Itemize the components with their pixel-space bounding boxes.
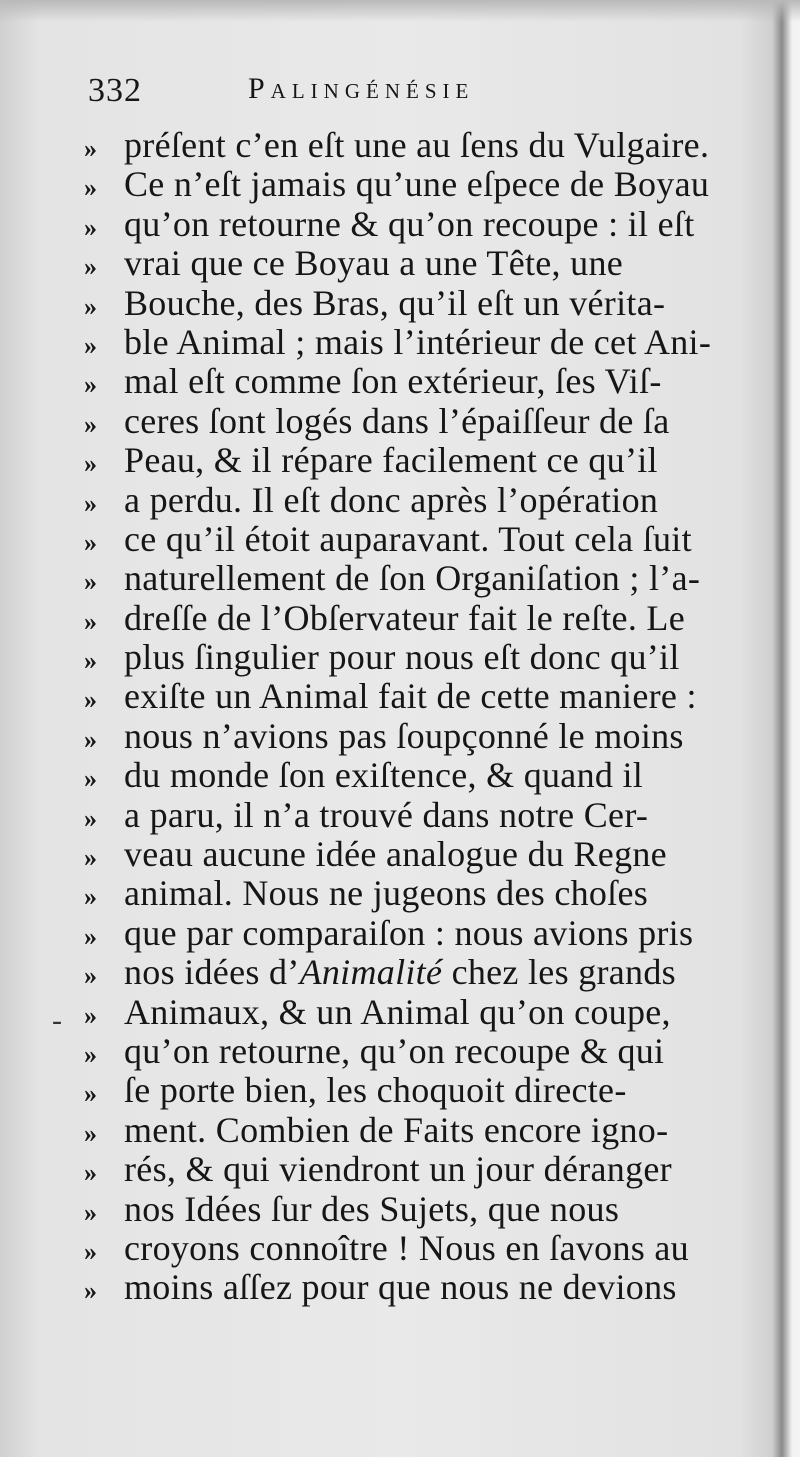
line-text: vrai que ce Boyau a une Tête, une bbox=[124, 243, 624, 284]
line-text: moins aſſez pour que nous ne devions bbox=[124, 1267, 677, 1308]
quotation-guillemet: » bbox=[84, 488, 97, 518]
text-line bbox=[84, 833, 744, 875]
quotation-guillemet: » bbox=[84, 1039, 97, 1069]
quotation-guillemet: » bbox=[84, 212, 97, 242]
running-head bbox=[88, 72, 728, 120]
quotation-guillemet: » bbox=[84, 921, 97, 951]
quotation-guillemet: » bbox=[84, 685, 97, 715]
quotation-guillemet: » bbox=[84, 882, 97, 912]
quotation-guillemet: » bbox=[84, 1000, 97, 1030]
quotation-guillemet: » bbox=[84, 330, 97, 360]
line-text: a perdu. Il eſt donc après l’opération bbox=[124, 479, 659, 520]
text-line bbox=[84, 636, 744, 678]
quotation-guillemet: » bbox=[84, 370, 97, 400]
italic-word: Animalité bbox=[299, 952, 443, 993]
quotation-guillemet: » bbox=[84, 1197, 97, 1227]
line-text: ceres ſont logés dans l’épaiſſeur de ſa bbox=[124, 400, 670, 441]
quotation-guillemet: » bbox=[84, 291, 97, 321]
quotation-guillemet: » bbox=[84, 1276, 97, 1306]
quotation-guillemet: » bbox=[84, 1236, 97, 1266]
running-title: Palingénésie bbox=[248, 72, 475, 105]
text-line bbox=[84, 912, 744, 951]
line-text: qu’on retourne & qu’on recoupe : il eſt bbox=[124, 203, 695, 244]
quotation-guillemet: » bbox=[84, 567, 97, 597]
line-text: ſe porte bien, les choquoit directe- bbox=[124, 1070, 627, 1111]
text-line bbox=[84, 360, 744, 402]
line-text: exiſte un Animal fait de cette maniere : bbox=[124, 676, 697, 717]
line-text: a paru, il n’a trouvé dans notre Cer- bbox=[124, 794, 649, 835]
text-line bbox=[84, 1266, 744, 1308]
text-line bbox=[84, 203, 744, 242]
line-text: Peau, & il répare facilement ce qu’il bbox=[124, 440, 658, 481]
line-text: que par comparaiſon : nous avions pris bbox=[124, 912, 694, 953]
margin-mark: - bbox=[52, 1004, 62, 1037]
text-line bbox=[84, 1227, 744, 1266]
line-text: ble Animal ; mais l’intérieur de cet Ani- bbox=[124, 321, 712, 362]
text-line bbox=[84, 872, 744, 914]
line-text: croyons connoître ! Nous en ſavons au bbox=[124, 1227, 689, 1268]
text-line bbox=[84, 715, 744, 754]
line-text bbox=[124, 951, 744, 993]
text-line bbox=[84, 518, 744, 557]
page-top-shadow bbox=[0, 0, 800, 22]
quotation-guillemet: » bbox=[84, 843, 97, 873]
line-text-part: nos idées d’ bbox=[124, 952, 300, 993]
quotation-guillemet: » bbox=[84, 764, 97, 794]
line-text: ce qu’il étoit auparavant. Tout cela ſuit bbox=[124, 518, 692, 559]
line-text: qu’on retourne, qu’on recoupe & qui bbox=[124, 1030, 665, 1071]
text-line bbox=[84, 163, 744, 205]
quotation-guillemet: » bbox=[84, 134, 97, 163]
text-line bbox=[84, 479, 744, 518]
line-text: plus ſingulier pour nous eſt donc qu’il bbox=[124, 637, 680, 678]
line-text: du monde ſon exiſtence, & quand il bbox=[124, 755, 644, 796]
quotation-guillemet: » bbox=[84, 724, 97, 754]
text-line bbox=[84, 124, 744, 163]
text-line bbox=[84, 597, 744, 636]
line-text: animal. Nous ne jugeons des choſes bbox=[124, 873, 649, 914]
quotation-guillemet: » bbox=[84, 803, 97, 833]
line-text: préſent c’en eſt une au ſens du Vulgaire. bbox=[124, 125, 710, 165]
line-text: ment. Combien de Faits encore igno- bbox=[124, 1109, 669, 1150]
line-text-part: chez les grands bbox=[442, 952, 676, 993]
text-line bbox=[84, 282, 744, 321]
quotation-guillemet: » bbox=[84, 606, 97, 636]
text-line bbox=[84, 557, 744, 599]
quotation-guillemet: » bbox=[84, 409, 97, 439]
line-text: Animaux, & un Animal qu’on coupe, bbox=[124, 991, 671, 1032]
quotation-guillemet: » bbox=[84, 961, 97, 991]
text-line bbox=[84, 1030, 744, 1069]
line-text: mal eſt comme ſon extérieur, ſes Viſ- bbox=[124, 361, 662, 402]
text-line bbox=[84, 951, 744, 993]
quotation-guillemet: » bbox=[84, 527, 97, 557]
line-text: nos Idées ſur des Sujets, que nous bbox=[124, 1188, 620, 1229]
text-line bbox=[84, 991, 744, 1030]
text-line bbox=[84, 439, 744, 481]
text-line bbox=[84, 794, 744, 833]
text-line bbox=[84, 1109, 744, 1148]
quotation-guillemet: » bbox=[84, 1118, 97, 1148]
line-text: rés, & qui viendront un jour déranger bbox=[124, 1149, 672, 1190]
page-number: 332 bbox=[88, 72, 142, 109]
text-line bbox=[84, 242, 744, 284]
text-line bbox=[84, 400, 744, 439]
line-text: Bouche, des Bras, qu’il eſt un vérita- bbox=[124, 282, 666, 323]
line-text: nous n’avions pas ſoupçonné le moins bbox=[124, 715, 684, 756]
text-line bbox=[84, 754, 744, 796]
quotation-guillemet: » bbox=[84, 1079, 97, 1109]
text-line bbox=[84, 321, 744, 360]
line-text: veau aucune idée analogue du Regne bbox=[124, 834, 667, 875]
quotation-guillemet: » bbox=[84, 449, 97, 479]
quotation-guillemet: » bbox=[84, 252, 97, 282]
quotation-guillemet: » bbox=[84, 1158, 97, 1188]
line-text: Ce n’eſt jamais qu’une eſpece de Boyau bbox=[124, 164, 710, 205]
text-line bbox=[84, 1148, 744, 1190]
line-text: dreſſe de l’Obſervateur fait le reſte. Le bbox=[124, 597, 686, 638]
quotation-guillemet: » bbox=[84, 173, 97, 203]
body-text bbox=[84, 124, 744, 1306]
quotation-guillemet: » bbox=[84, 646, 97, 676]
text-line bbox=[84, 1188, 744, 1227]
line-text: naturellement de ſon Organiſation ; l’a- bbox=[124, 558, 701, 599]
text-line bbox=[84, 675, 744, 717]
text-line bbox=[84, 1069, 744, 1111]
